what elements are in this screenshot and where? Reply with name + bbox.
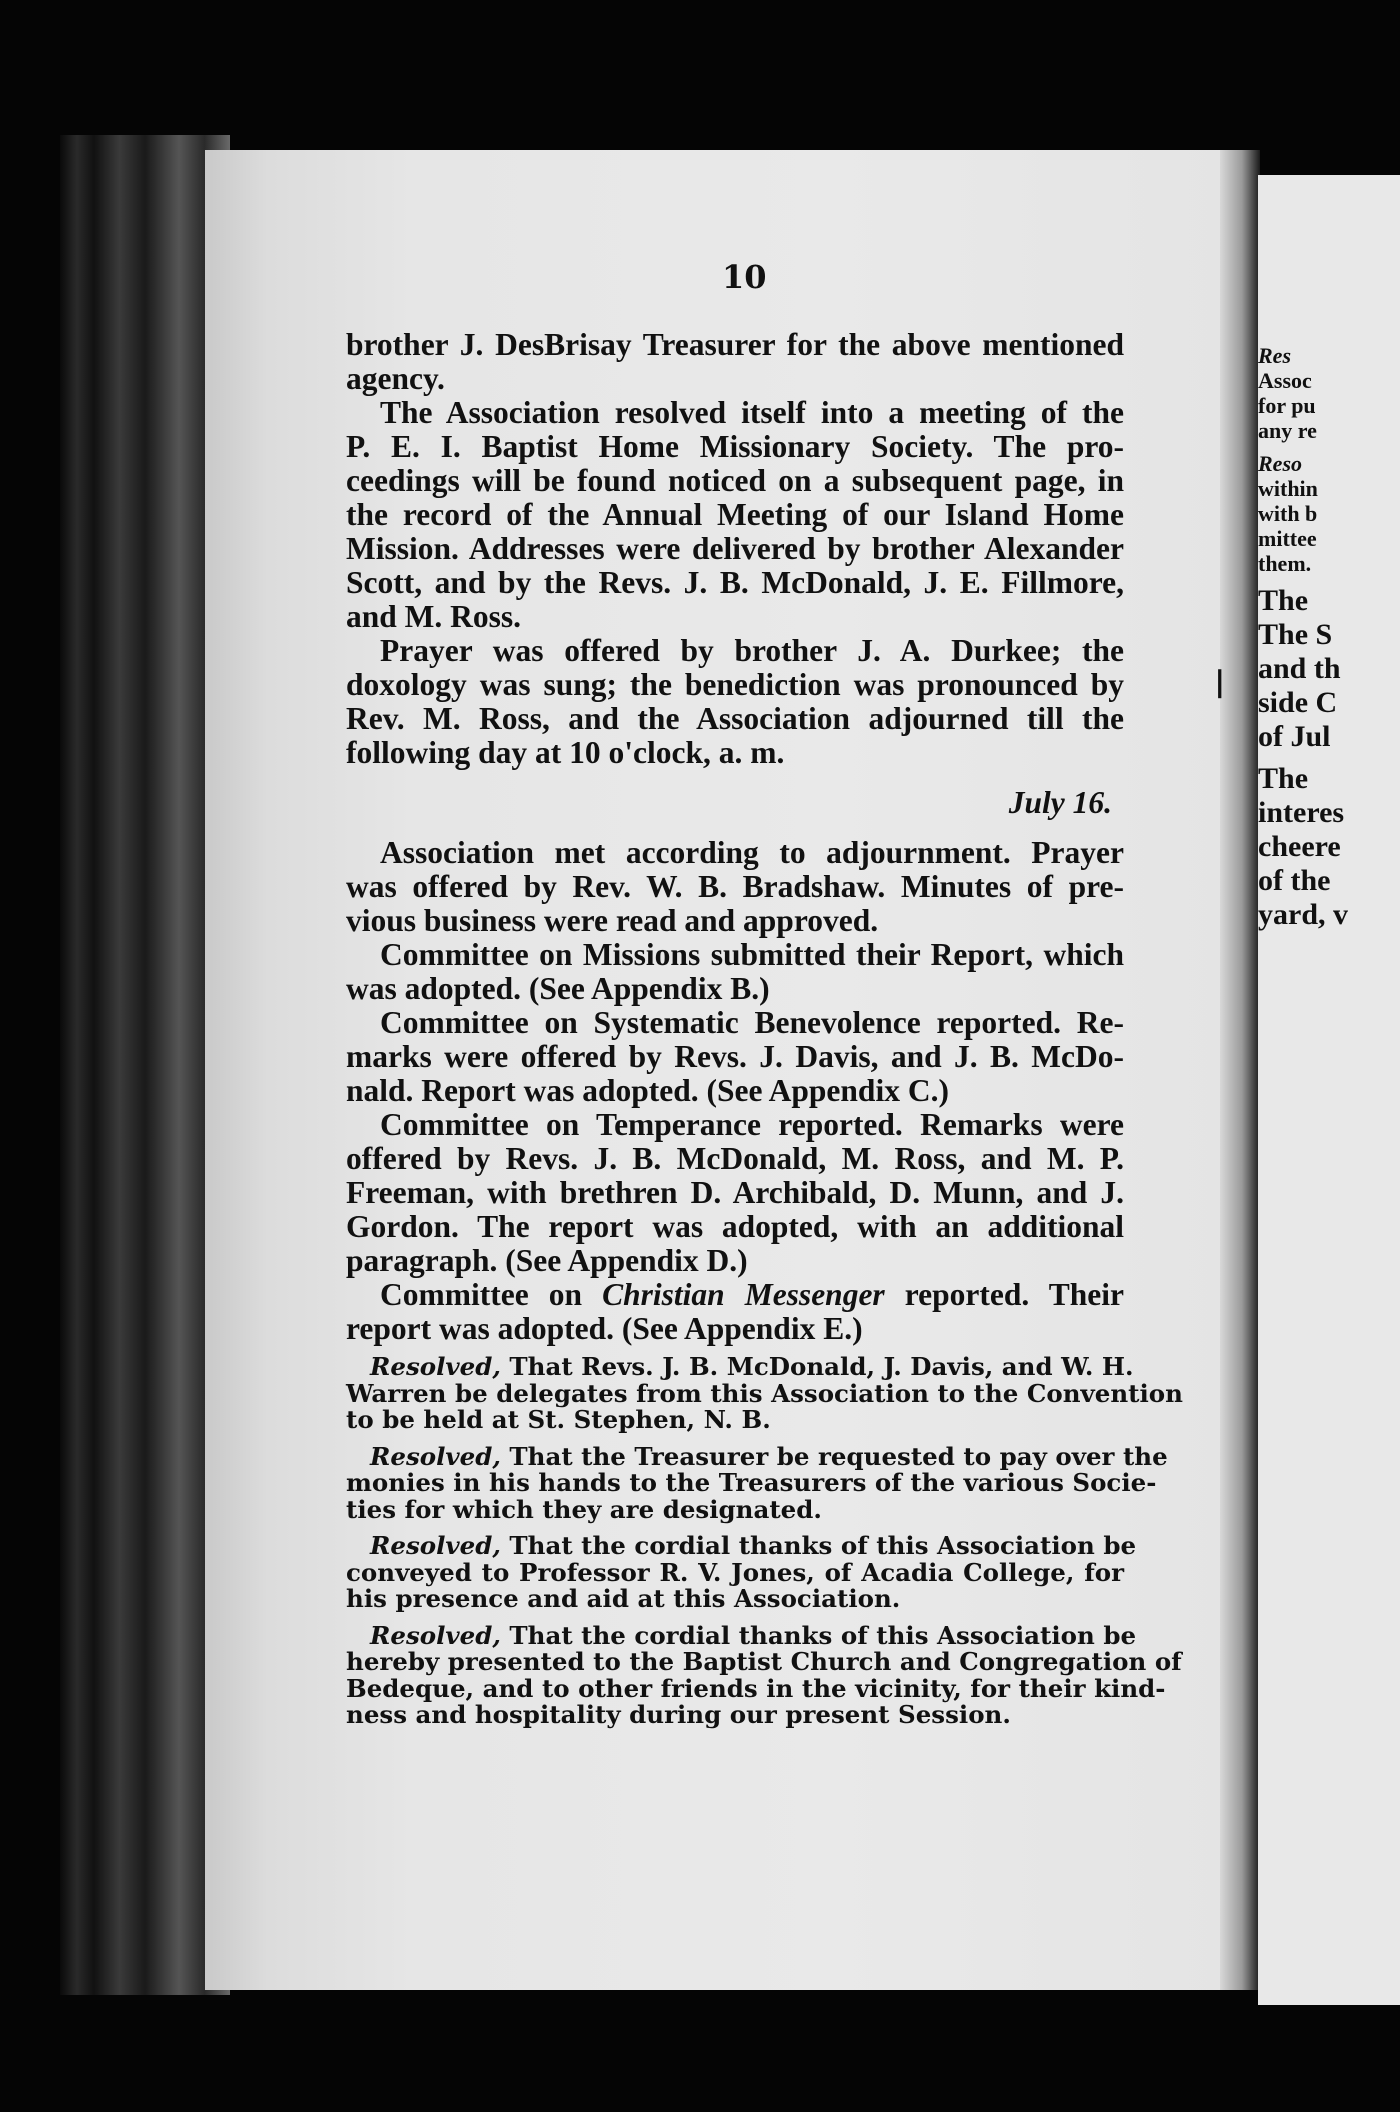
text-line: Warren be delegates from this Association to the Convention: [346, 1378, 1183, 1408]
page-number: 10: [722, 258, 767, 296]
fragment-line: them.: [1258, 551, 1312, 576]
adjacent-page-fragment: [1258, 343, 1348, 932]
fragment-line: any re: [1258, 418, 1317, 443]
fragment-line: cheere: [1258, 830, 1341, 863]
page-gutter: [1220, 150, 1260, 1990]
resolutions-block: [346, 1352, 1183, 1729]
fragment-line: with b: [1258, 501, 1318, 526]
text-line: Rev. M. Ross, and the Association adjourned till the: [346, 701, 1124, 736]
text-line: was adopted. (See Appendix B.): [346, 971, 770, 1006]
fragment-line: and th: [1258, 652, 1341, 685]
text-line: paragraph. (See Appendix D.): [346, 1243, 748, 1278]
text-line: Scott, and by the Revs. J. B. McDonald, J. E. Fillmore,: [346, 565, 1124, 600]
text-line: ness and hospitality during our present Session.: [346, 1700, 1011, 1729]
text-line: his presence and aid at this Association.: [346, 1584, 901, 1613]
fragment-line: yard, v: [1258, 898, 1348, 931]
resolution-paragraph: [346, 1352, 1183, 1434]
text-line: The Association resolved itself into a meeting of the: [380, 395, 1124, 430]
text-line: Resolved, That the cordial thanks of this Association be: [370, 1620, 1137, 1650]
text-line: marks were offered by Revs. J. Davis, and J. B. McDo-: [346, 1039, 1124, 1074]
text-line: vious business were read and approved.: [346, 903, 879, 938]
text-line: Resolved, That the Treasurer be requested to pay over the: [370, 1441, 1168, 1471]
text-line: ceedings will be found noticed on a subsequent page, in: [346, 463, 1124, 498]
resolution-paragraph: [346, 1531, 1137, 1613]
text-line: following day at 10 o'clock, a. m.: [346, 735, 785, 770]
fragment-line: Reso: [1258, 451, 1302, 476]
fragment-line: side C: [1258, 686, 1338, 719]
text-line: was offered by Rev. W. B. Bradshaw. Minutes of pre-: [346, 869, 1124, 904]
text-line: nald. Report was adopted. (See Appendix C.): [346, 1073, 949, 1108]
fragment-line: within: [1258, 476, 1318, 501]
text-line: P. E. I. Baptist Home Missionary Society. The pro-: [346, 429, 1124, 464]
text-line: to be held at St. Stephen, N. B.: [346, 1405, 771, 1434]
text-line: Mission. Addresses were delivered by brother Alexander: [346, 531, 1124, 566]
fragment-line: The: [1258, 584, 1309, 617]
text-line: Prayer was offered by brother J. A. Durkee; the: [380, 633, 1124, 668]
fragment-line: mittee: [1258, 526, 1317, 551]
fragment-line: interes: [1258, 796, 1345, 829]
text-line: offered by Revs. J. B. McDonald, M. Ross, and M. P.: [346, 1141, 1124, 1176]
text-line: agency.: [346, 361, 445, 396]
resolution-paragraph: [346, 1620, 1182, 1729]
minutes-block-day-two: [346, 836, 1124, 1346]
text-line: doxology was sung; the benediction was pronounced by: [346, 667, 1124, 702]
text-line: Committee on Temperance reported. Remarks were: [380, 1107, 1124, 1142]
text-line: Committee on Missions submitted their Report, which: [380, 937, 1124, 972]
text-line: Committee on Christian Messenger reported. Their: [380, 1277, 1124, 1312]
text-line: Committee on Systematic Benevolence reported. Re-: [380, 1005, 1124, 1040]
resolution-paragraph: [346, 1441, 1168, 1524]
date-heading: July 16.: [1008, 785, 1112, 820]
text-line: and M. Ross.: [346, 599, 522, 634]
text-line: monies in his hands to the Treasurers of the various Socie-: [346, 1468, 1157, 1497]
text-line: Resolved, That the cordial thanks of this Association be: [370, 1531, 1137, 1560]
text-line: report was adopted. (See Appendix E.): [346, 1311, 863, 1346]
text-line: Bedeque, and to other friends in the vicinity, for their kind-: [346, 1673, 1166, 1703]
fragment-line: Assoc: [1258, 368, 1312, 393]
ink-blot-mark: ❘: [1208, 665, 1232, 698]
minutes-block-day-one: [346, 328, 1124, 770]
text-line: hereby presented to the Baptist Church and Congregation of: [346, 1647, 1182, 1676]
text-line: brother J. DesBrisay Treasurer for the above mentioned: [346, 327, 1124, 362]
fragment-line: of Jul: [1258, 720, 1331, 753]
text-line: the record of the Annual Meeting of our Island Home: [346, 497, 1124, 532]
text-line: Freeman, with brethren D. Archibald, D. Munn, and J.: [346, 1175, 1124, 1210]
text-line: Gordon. The report was adopted, with an additional: [346, 1209, 1124, 1244]
fragment-line: of the: [1258, 864, 1331, 897]
text-line: conveyed to Professor R. V. Jones, of Acadia College, for: [346, 1557, 1124, 1587]
fragment-line: for pu: [1258, 393, 1316, 418]
fragment-line: The S: [1258, 618, 1333, 651]
text-line: Resolved, That Revs. J. B. McDonald, J. Davis, and W. H.: [370, 1352, 1134, 1381]
text-line: Association met according to adjournment. Prayer: [380, 835, 1124, 870]
fragment-line: The: [1258, 762, 1309, 795]
text-line: ties for which they are designated.: [346, 1494, 822, 1524]
page-body: [346, 327, 1183, 1729]
fragment-line: Res: [1258, 343, 1291, 368]
